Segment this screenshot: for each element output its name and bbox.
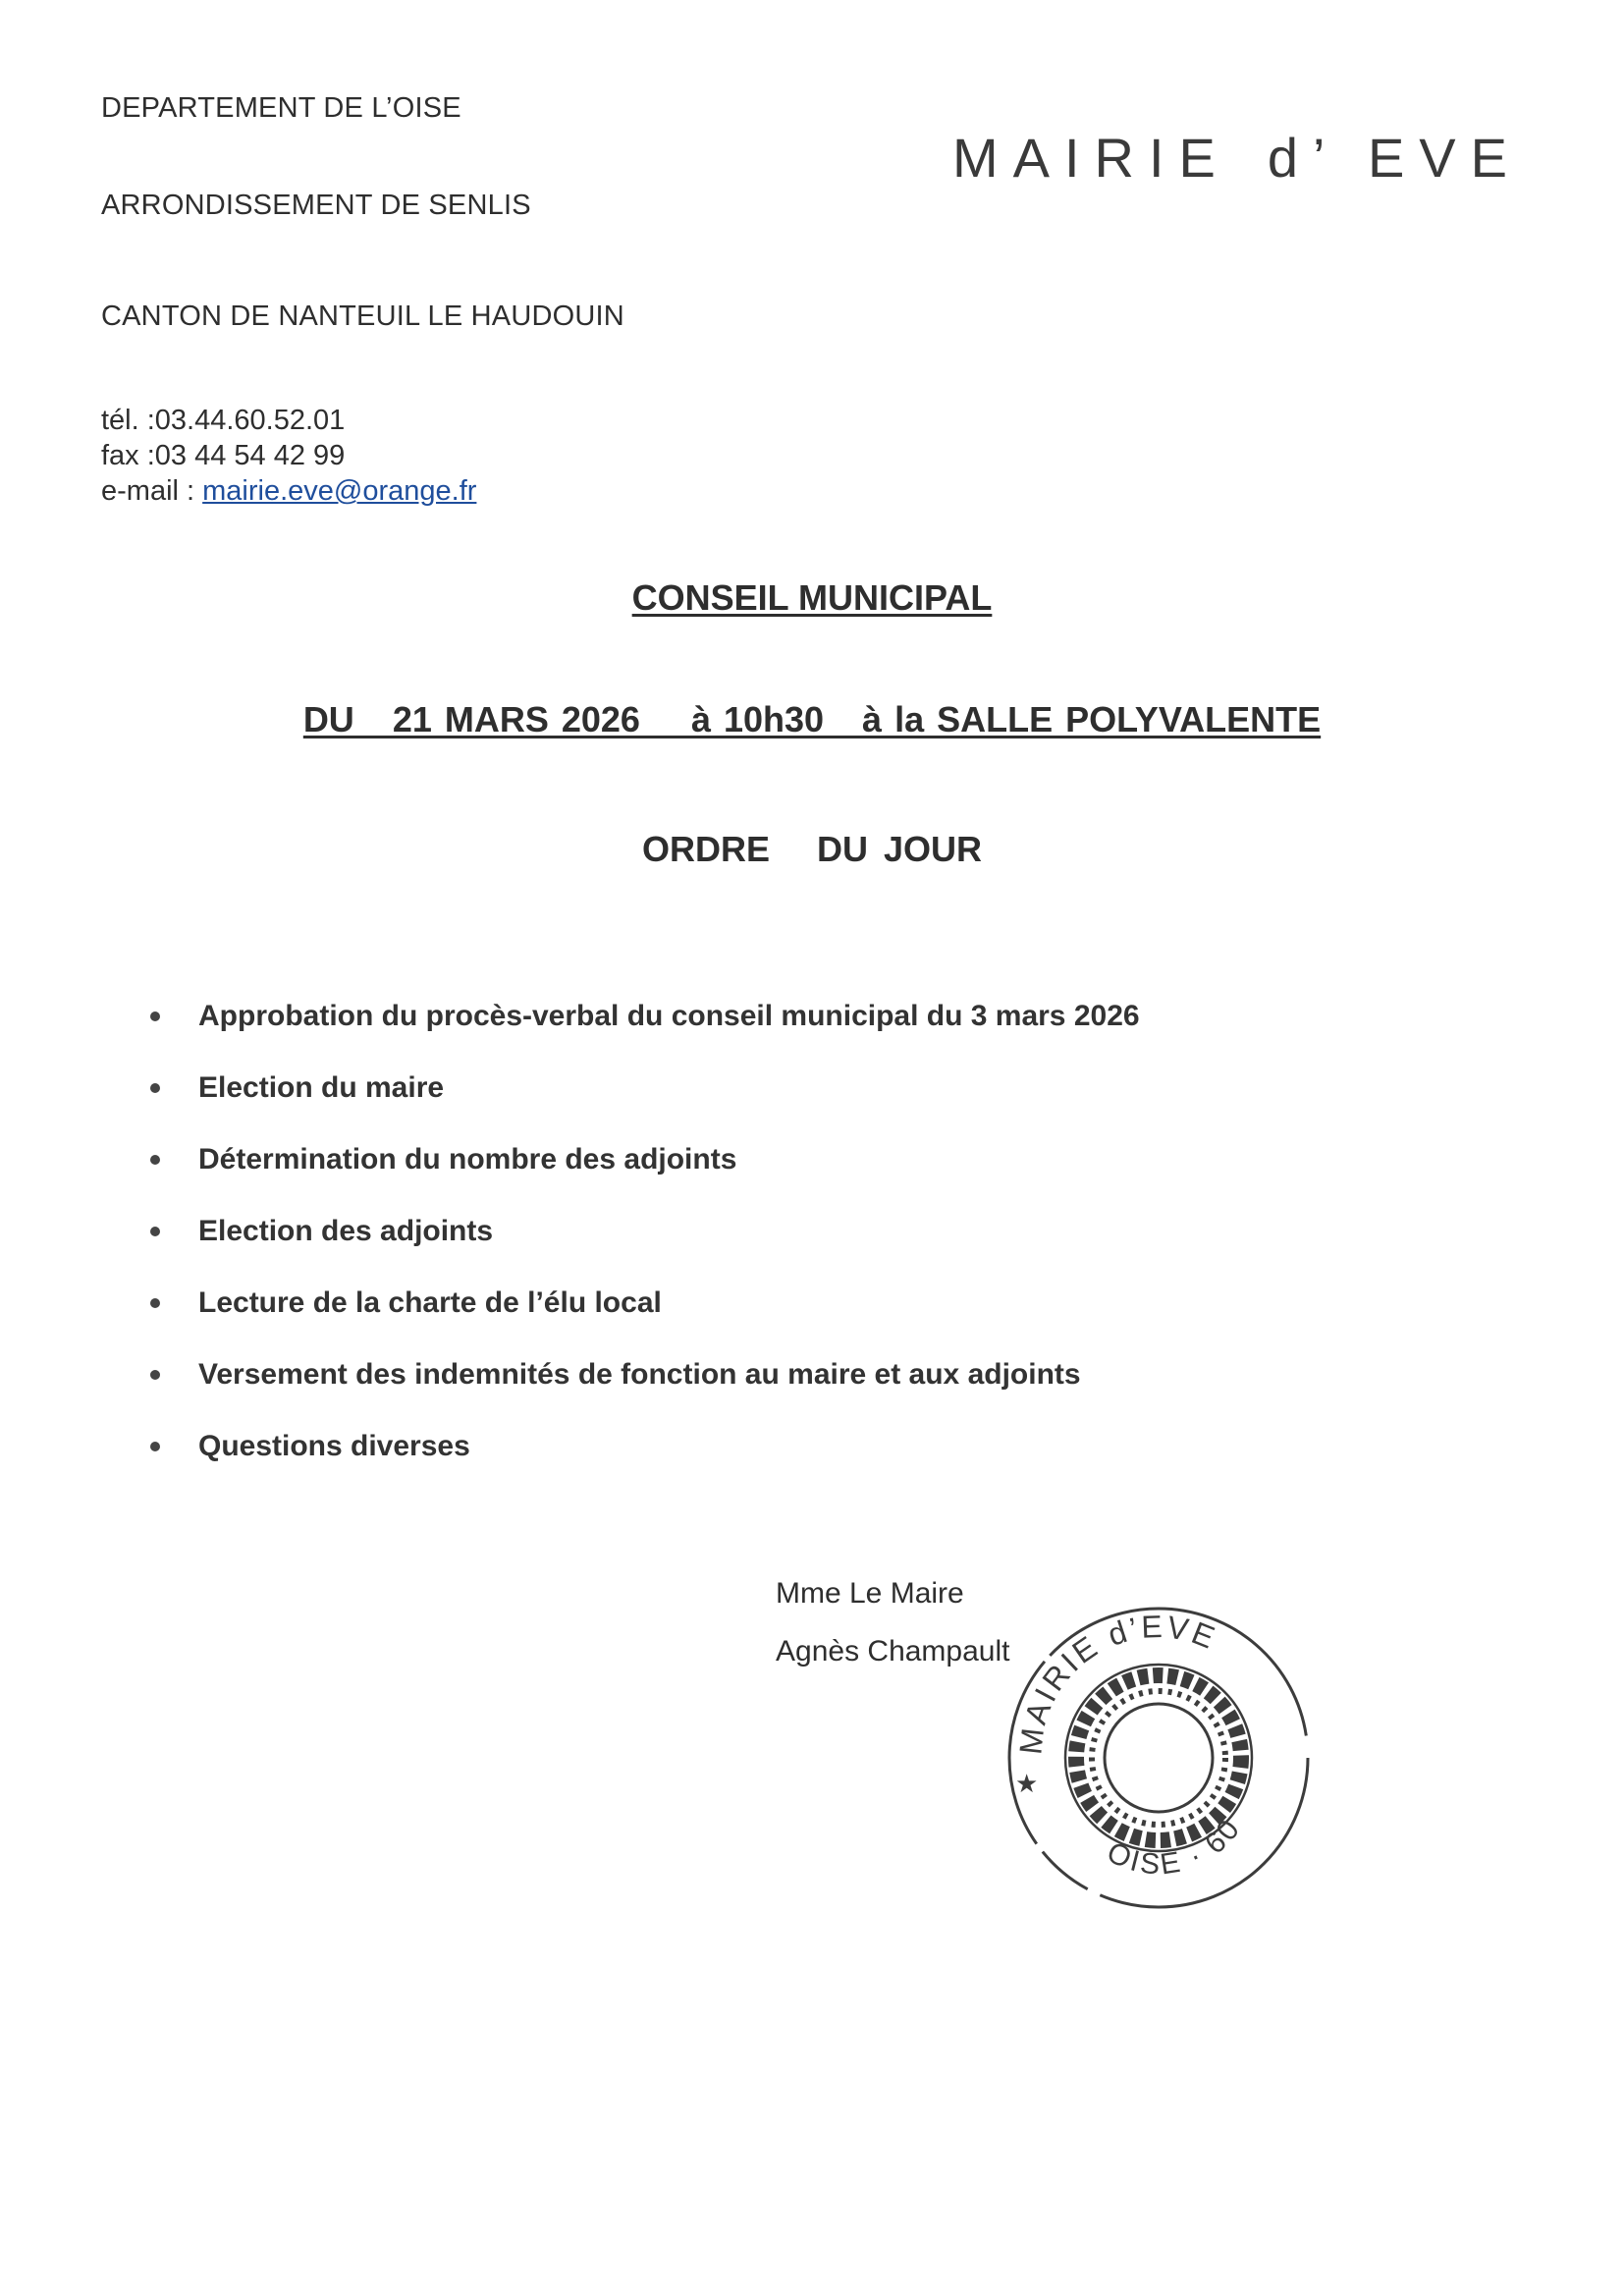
agenda-item-text: Election du maire: [198, 1071, 445, 1104]
meeting-date-text: DU 21 MARS 2026 à 10h30 à la SALLE POLYVALENTE: [302, 699, 1322, 739]
bullet-icon: [150, 1227, 160, 1236]
meeting-title-text: CONSEIL MUNICIPAL: [631, 577, 993, 618]
bullet-icon: [150, 1155, 160, 1165]
bullet-icon: [150, 1298, 160, 1308]
star-icon: ★: [1015, 1770, 1039, 1799]
signature-role: Mme Le Maire: [776, 1577, 964, 1610]
contact-block: [101, 403, 476, 509]
agenda-list: [147, 997, 1140, 1499]
email-label: e-mail :: [101, 475, 203, 507]
arrondissement-line: ARRONDISSEMENT DE SENLIS: [101, 190, 531, 221]
agenda-item-text: Versement des indemnités de fonction au maire et aux adjoints: [198, 1358, 1081, 1391]
signature-name: Agnès Champault: [776, 1635, 1010, 1667]
mairie-seal-stamp: [992, 1581, 1316, 1935]
agenda-item: [147, 997, 1140, 1068]
agenda-item: [147, 1355, 1140, 1427]
mairie-title-name: d’ EVE: [1267, 127, 1522, 189]
agenda-item-text: Election des adjoints: [198, 1215, 494, 1247]
laurel-wreath-icon: [1076, 1675, 1241, 1840]
agenda-item: [147, 1068, 1140, 1140]
email-link[interactable]: mairie.eve@orange.fr: [202, 475, 477, 507]
canton-line: CANTON DE NANTEUIL LE HAUDOUIN: [101, 301, 624, 332]
bullet-icon: [150, 1011, 160, 1021]
bullet-icon: [150, 1370, 160, 1380]
agenda-item-text: Approbation du procès-verbal du conseil municipal du 3 mars 2026: [198, 1000, 1140, 1032]
meeting-date-line: [0, 699, 1624, 740]
stamp-bottom-arc: OISE · 60: [1102, 1811, 1248, 1882]
agenda-item: [147, 1140, 1140, 1212]
phone-number: tél. :03.44.60.52.01: [101, 405, 346, 436]
agenda-item: [147, 1284, 1140, 1355]
fax-number: fax :03 44 54 42 99: [101, 440, 346, 471]
agenda-item-text: Détermination du nombre des adjoints: [198, 1143, 737, 1175]
agenda-item: [147, 1212, 1140, 1284]
email-line: [101, 473, 476, 509]
agenda-title: ORDRE DU JOUR: [641, 829, 983, 869]
agenda-item-text: Lecture de la charte de l’élu local: [198, 1286, 662, 1319]
mairie-title: [952, 126, 1522, 190]
bullet-icon: [150, 1442, 160, 1451]
bullet-icon: [150, 1083, 160, 1093]
department-line: DEPARTEMENT DE L’OISE: [101, 92, 461, 124]
agenda-item-text: Questions diverses: [198, 1430, 470, 1462]
meeting-title: [0, 577, 1624, 619]
stamp-top-arc: MAIRIE d’EVE: [1012, 1608, 1222, 1757]
mairie-title-word: MAIRIE: [951, 127, 1230, 189]
agenda-item: [147, 1427, 1140, 1499]
